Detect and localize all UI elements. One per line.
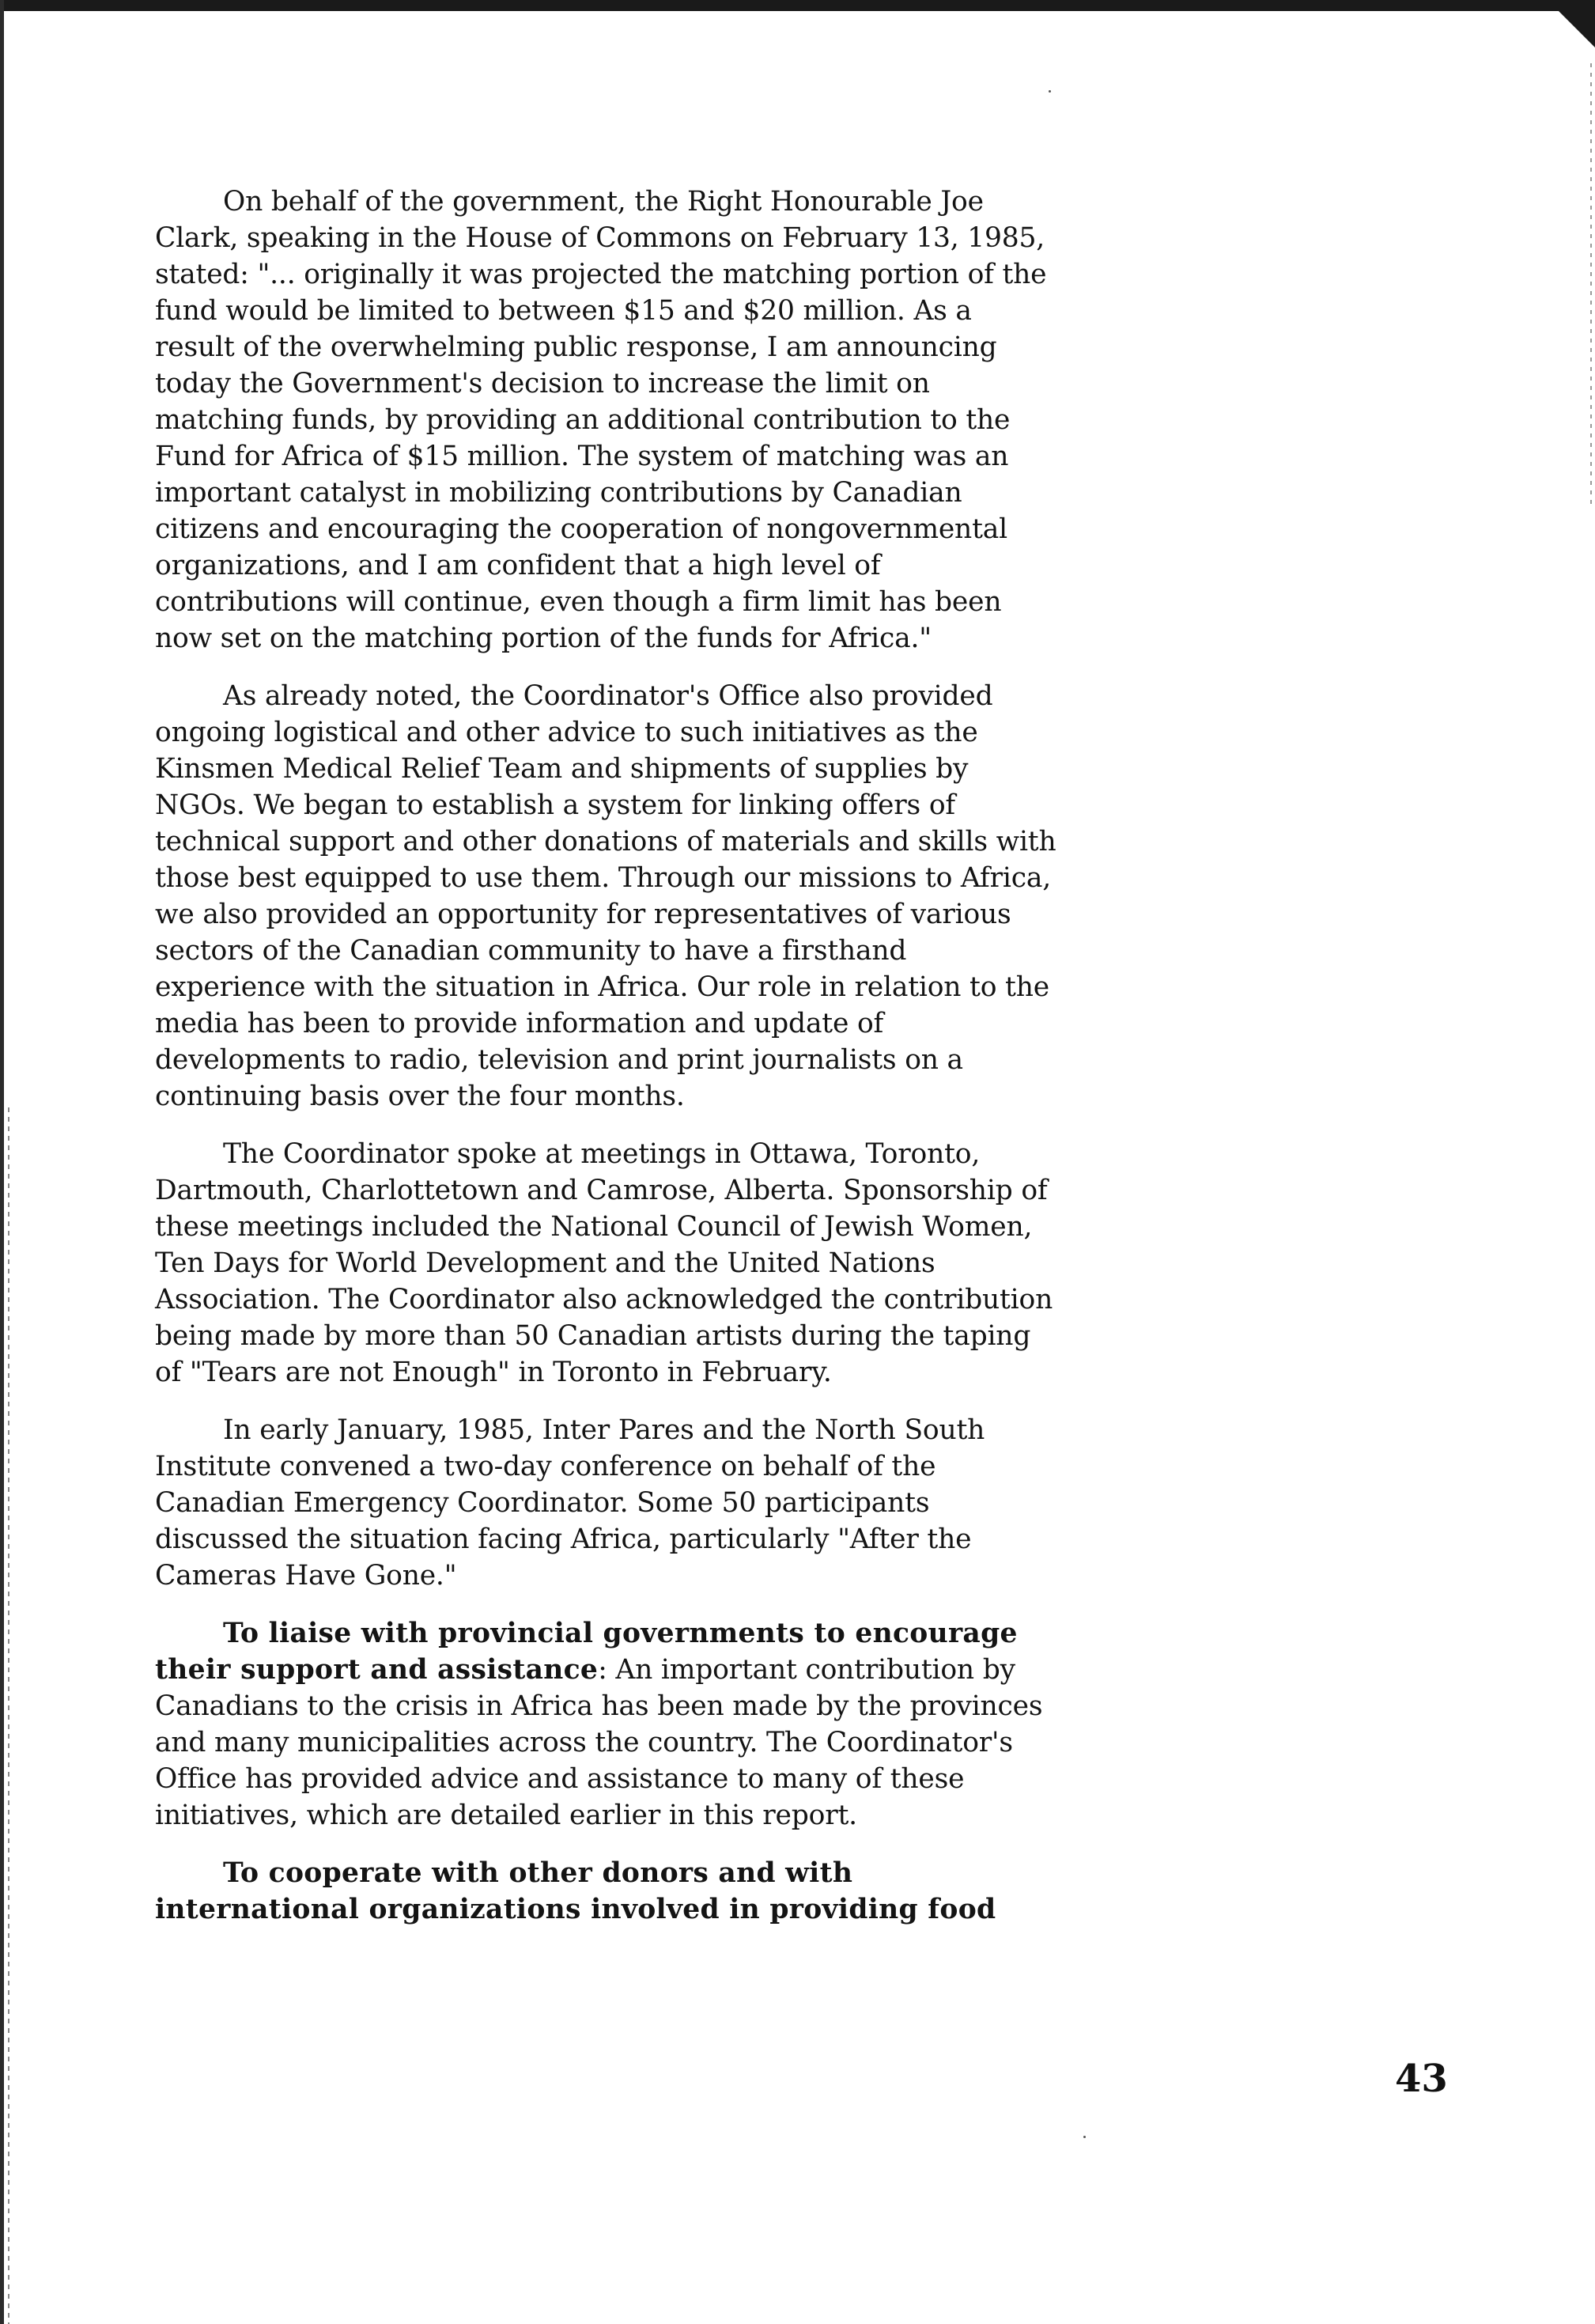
page-number: 43 [1395,2057,1448,2101]
page-left-edge [0,0,4,2324]
page-binding-line [8,1107,9,2324]
provincial-governments-text: : An important contribution by Canadians to the crisis in Africa has been made by the provinces and many municipalities across the country. The Coordinator's Office has provided advice and assistance to many of these initiatives, which are detailed earlier in this report. [155,1654,1043,1831]
paragraph-joe-clark-statement: On behalf of the government, the Right Honourable Joe Clark, speaking in the House of Commons on February 13, 1985, stated: "... originally it was projected the matching portion of the fund would be limited to between $15 and $20 million. As a result of the overwhelming public response, I am announcing today the Government's decision to increase the limit on matching funds, by providing an additional contribution to the Fund for Africa of $15 million. The system of matching was an important catalyst in mobilizing contributions by Canadian citizens and encouraging the cooperation of nongovernmental organizations, and I am confident that a high level of contributions will continue, even though a firm limit has been now set on the matching portion of the funds for Africa." [155,186,1047,654]
other-donors-heading: To cooperate with other donors and with international organizations involved in providing food [155,1857,996,1925]
body-text-column [155,184,1056,1949]
scan-speck [1049,90,1051,93]
paragraph-other-donors [155,1855,1056,1928]
paragraph-conference: In early January, 1985, Inter Pares and the North South Institute convened a two-day conference on behalf of the Canadian Emergency Coordinator. Some 50 participants discussed the situation facing Africa, particularly "After the Cameras Have Gone." [155,1414,985,1592]
scan-speck [1083,2136,1086,2138]
paragraph-provincial-governments [155,1615,1056,1834]
page-right-edge [1590,63,1592,506]
paragraph-coordinators-office: As already noted, the Coordinator's Office also provided ongoing logistical and other advice to such initiatives as the Kinsmen Medical Relief Team and shipments of supplies by NGOs. We began to establish a system for linking offers of technical support and other donations of materials and skills with those best equipped to use them. Through our missions to Africa, we also provided an opportunity for representatives of various sectors of the Canadian community to have a firsthand experience with the situation in Africa. Our role in relation to the media has been to provide information and update of developments to radio, television and print journalists on a continuing basis over the four months. [155,680,1056,1112]
provincial-governments-heading: To liaise with provincial governments to encourage their support and assistance [155,1618,1018,1686]
page-corner-fold [1548,0,1595,47]
paragraph-coordinator-meetings: The Coordinator spoke at meetings in Ottawa, Toronto, Dartmouth, Charlottetown and Camrose, Alberta. Sponsorship of these meetings included the National Council of Jewish Women, Ten Days for World Development and the United Nations Association. The Coordinator also acknowledged the contribution being made by more than 50 Canadian artists during the taping of "Tears are not Enough" in Toronto in February. [155,1138,1053,1388]
page-top-edge [0,0,1595,11]
